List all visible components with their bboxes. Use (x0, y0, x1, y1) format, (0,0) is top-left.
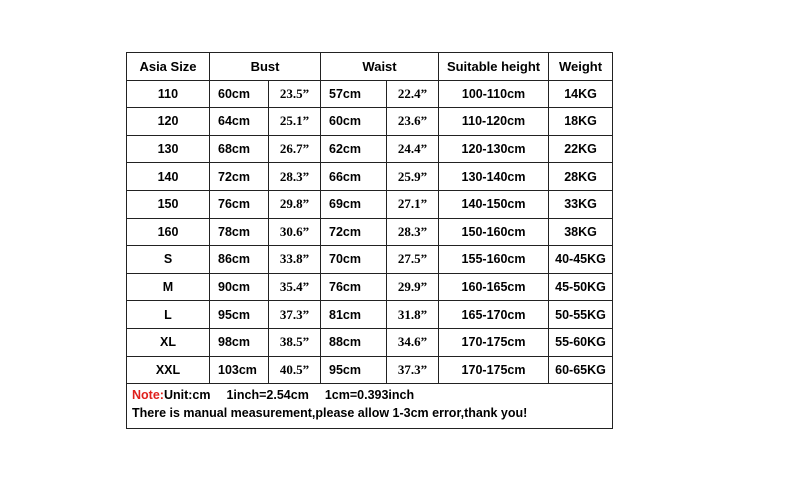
cell-bust-cm: 64cm (210, 108, 269, 136)
cell-waist-cm: 88cm (321, 328, 387, 356)
cell-bust-inch: 40.5” (269, 356, 321, 384)
cell-size: 140 (127, 163, 210, 191)
cell-height: 150-160cm (439, 218, 549, 246)
cell-bust-cm: 103cm (210, 356, 269, 384)
note-inch-conversion: 1inch=2.54cm (226, 388, 309, 403)
cell-waist-inch: 25.9” (387, 163, 439, 191)
table-row (127, 273, 613, 301)
table-row (127, 301, 613, 329)
cell-bust-cm: 60cm (210, 80, 269, 108)
cell-bust-inch: 29.8” (269, 190, 321, 218)
cell-height: 170-175cm (439, 356, 549, 384)
cell-weight: 45-50KG (549, 273, 613, 301)
cell-bust-inch: 35.4” (269, 273, 321, 301)
cell-bust-cm: 78cm (210, 218, 269, 246)
cell-bust-cm: 72cm (210, 163, 269, 191)
cell-weight: 50-55KG (549, 301, 613, 329)
table-row (127, 135, 613, 163)
cell-bust-cm: 95cm (210, 301, 269, 329)
cell-weight: 18KG (549, 108, 613, 136)
size-rows (127, 80, 613, 429)
table-row (127, 163, 613, 191)
cell-weight: 55-60KG (549, 328, 613, 356)
cell-bust-inch: 30.6” (269, 218, 321, 246)
cell-waist-inch: 31.8” (387, 301, 439, 329)
cell-size: M (127, 273, 210, 301)
size-chart-table (126, 52, 613, 429)
cell-size: 110 (127, 80, 210, 108)
cell-bust-inch: 38.5” (269, 328, 321, 356)
cell-size: S (127, 246, 210, 274)
cell-waist-inch: 24.4” (387, 135, 439, 163)
cell-height: 130-140cm (439, 163, 549, 191)
cell-waist-inch: 29.9” (387, 273, 439, 301)
cell-height: 160-165cm (439, 273, 549, 301)
cell-bust-cm: 76cm (210, 190, 269, 218)
cell-waist-cm: 95cm (321, 356, 387, 384)
cell-height: 140-150cm (439, 190, 549, 218)
cell-weight: 33KG (549, 190, 613, 218)
cell-size: 120 (127, 108, 210, 136)
header-row (127, 53, 613, 81)
cell-bust-inch: 26.7” (269, 135, 321, 163)
table-row (127, 108, 613, 136)
cell-weight: 60-65KG (549, 356, 613, 384)
cell-bust-cm: 68cm (210, 135, 269, 163)
cell-bust-cm: 86cm (210, 246, 269, 274)
cell-height: 170-175cm (439, 328, 549, 356)
cell-waist-inch: 37.3” (387, 356, 439, 384)
cell-bust-inch: 33.8” (269, 246, 321, 274)
table-row (127, 328, 613, 356)
cell-bust-inch: 25.1” (269, 108, 321, 136)
cell-size: 150 (127, 190, 210, 218)
cell-weight: 22KG (549, 135, 613, 163)
header-asia-size: Asia Size (127, 53, 210, 81)
cell-waist-cm: 57cm (321, 80, 387, 108)
cell-waist-cm: 70cm (321, 246, 387, 274)
cell-size: XXL (127, 356, 210, 384)
cell-height: 165-170cm (439, 301, 549, 329)
cell-height: 110-120cm (439, 108, 549, 136)
header-weight: Weight (549, 53, 613, 81)
cell-bust-inch: 37.3” (269, 301, 321, 329)
cell-height: 120-130cm (439, 135, 549, 163)
table-row (127, 246, 613, 274)
table-row (127, 80, 613, 108)
cell-waist-cm: 72cm (321, 218, 387, 246)
cell-weight: 14KG (549, 80, 613, 108)
note-unit: Unit:cm (163, 388, 211, 403)
cell-weight: 28KG (549, 163, 613, 191)
header-suitable-height: Suitable height (439, 53, 549, 81)
cell-waist-cm: 76cm (321, 273, 387, 301)
cell-size: 160 (127, 218, 210, 246)
cell-waist-inch: 27.1” (387, 190, 439, 218)
cell-waist-cm: 60cm (321, 108, 387, 136)
note-cm-conversion: 1cm=0.393inch (324, 388, 415, 403)
header-bust: Bust (210, 53, 321, 81)
cell-size: 130 (127, 135, 210, 163)
note-label: Note: (132, 388, 164, 403)
cell-waist-cm: 81cm (321, 301, 387, 329)
note-cell (127, 384, 613, 429)
cell-bust-cm: 98cm (210, 328, 269, 356)
table-row (127, 356, 613, 384)
cell-bust-cm: 90cm (210, 273, 269, 301)
cell-waist-cm: 62cm (321, 135, 387, 163)
cell-height: 155-160cm (439, 246, 549, 274)
table-row (127, 218, 613, 246)
cell-height: 100-110cm (439, 80, 549, 108)
header-waist: Waist (321, 53, 439, 81)
cell-weight: 38KG (549, 218, 613, 246)
cell-bust-inch: 23.5” (269, 80, 321, 108)
cell-waist-cm: 69cm (321, 190, 387, 218)
cell-waist-inch: 34.6” (387, 328, 439, 356)
cell-waist-inch: 27.5” (387, 246, 439, 274)
cell-bust-inch: 28.3” (269, 163, 321, 191)
cell-waist-inch: 22.4” (387, 80, 439, 108)
note-disclaimer: There is manual measurement,please allow 1-3cm error,thank you! (132, 406, 528, 421)
cell-waist-inch: 23.6” (387, 108, 439, 136)
note-row (127, 384, 613, 429)
cell-waist-inch: 28.3” (387, 218, 439, 246)
cell-size: XL (127, 328, 210, 356)
cell-weight: 40-45KG (549, 246, 613, 274)
cell-size: L (127, 301, 210, 329)
note-line-units (132, 386, 607, 404)
table-row (127, 190, 613, 218)
cell-waist-cm: 66cm (321, 163, 387, 191)
